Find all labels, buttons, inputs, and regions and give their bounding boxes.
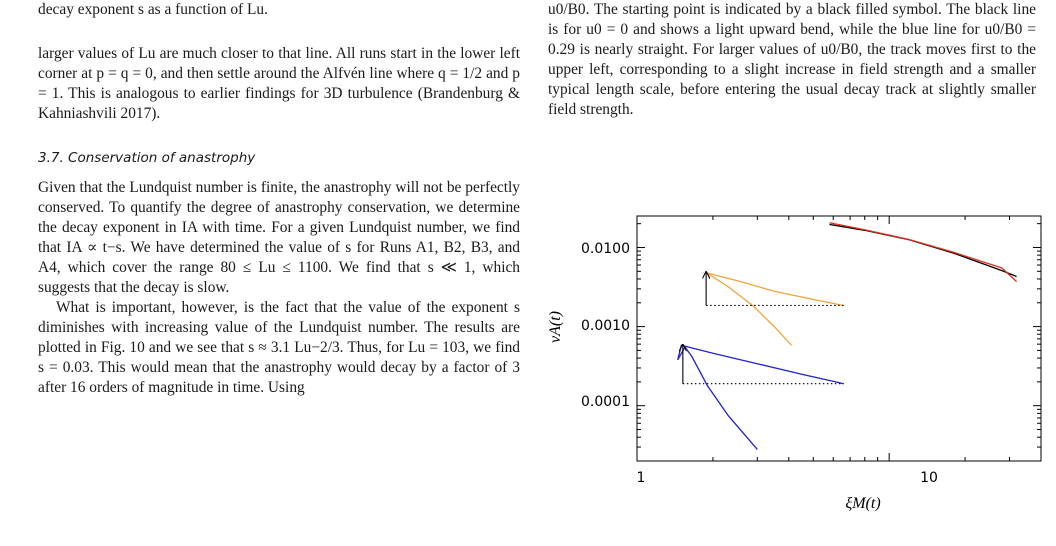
- plot-frame: [637, 216, 1041, 461]
- y-tick-label-0.0001: 0.0001: [581, 394, 630, 410]
- right-column: [548, 0, 1036, 120]
- left-lead-text: decay exponent s as a function of Lu.: [38, 1, 268, 18]
- series-line-0: [830, 225, 1017, 277]
- x-axis-label: ξM(t): [845, 495, 881, 512]
- guides-layer: [683, 273, 844, 384]
- paragraph-exponent: What is important, however, is the fact that the value of the exponent s diminishes with increasing value of the Lundquist number. The results are plotted in Fig. 10 and we see that s ≈ 3.1 Lu−2/3. Thus, for Lu = 103, we find s = 0.03. This would mean that the anastrophy would decay by a factor of 3 after 16 orders of magnitude in time. Using: [38, 299, 520, 396]
- section-title: 3.7. Conservation of anastrophy: [38, 150, 256, 166]
- series-line-2: [706, 273, 844, 306]
- axis-ticks: [637, 216, 1041, 461]
- figure-plot: [540, 196, 1056, 546]
- y-tick-label-0.0010: 0.0010: [581, 318, 630, 334]
- left-column: [38, 0, 520, 398]
- y-axis-label: vA(t): [547, 311, 564, 343]
- series-line-1: [830, 223, 1017, 282]
- x-tick-label-10: 10: [920, 470, 938, 486]
- x-tick-label-1: 1: [636, 470, 646, 486]
- y-tick-label-0.0100: 0.0100: [581, 241, 630, 257]
- series-layer: [678, 223, 1017, 450]
- series-line-5: [678, 347, 758, 449]
- figure-caption: u0/B0. The starting point is indicated by a black filled symbol. The black line is for u0 = 0 and shows a light upward bend, while the blue line for u0/B0 = 0.29 is nearly straight. For larger values of u0/B0, the track moves first to the upper left, corresponding to a slight increase in field strength and a smaller typical length scale, before entering the usual decay track at slightly smaller field strength.: [548, 1, 1036, 118]
- paragraph-anastrophy-intro: Given that the Lundquist number is finite, the anastrophy will not be perfectly conserved. To quantify the degree of anastrophy conservation, we determine the decay exponent in IA with time. For a given Lundquist number, we find that IA ∝ t−s. We have determined the value of s for Runs A1, B2, B3, and A4, which cover the range 80 ≤ Lu ≤ 1100. We find that s ≪ 1, which suggests that the decay is slow.: [38, 179, 520, 296]
- plot-svg: [540, 196, 1056, 546]
- paragraph-alfven: larger values of Lu are much closer to that line. All runs start in the lower left corner at p = q = 0, and then settle around the Alfvén line where q = 1/2 and p = 1. This is analogous to earlier findings for 3D turbulence (Brandenburg & Kahniashvili 2017).: [38, 45, 520, 122]
